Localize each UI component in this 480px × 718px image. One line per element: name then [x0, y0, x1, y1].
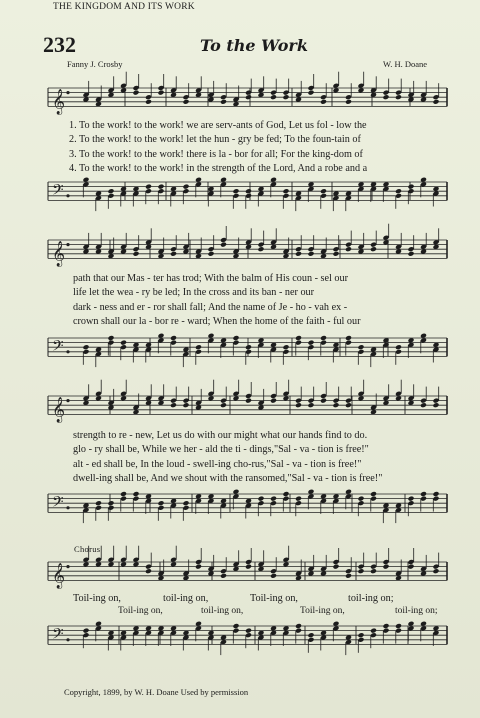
verse-3-line-1: 3. To the work! to the work! there is la - bor for all; For the king-dom of — [69, 148, 363, 160]
note-head — [245, 344, 252, 350]
note-head — [245, 188, 252, 194]
bass-clef-icon: 𝄢 — [52, 493, 64, 515]
note-head — [408, 251, 415, 257]
note-head — [233, 623, 240, 629]
verse-2-line-2: life let the wea - ry be led; In the cross and its ban - ner our — [73, 287, 315, 299]
lyrics-block-2 — [73, 272, 361, 329]
note-head — [370, 246, 377, 252]
note-head — [170, 335, 177, 341]
note-head — [245, 564, 252, 570]
note-head — [245, 94, 252, 100]
note-head — [120, 340, 127, 346]
note-head — [345, 246, 352, 252]
note-head — [333, 251, 340, 257]
note-head — [420, 402, 427, 408]
note-head — [133, 90, 140, 96]
treble-clef-icon: 𝄞 — [52, 563, 66, 589]
note-head — [195, 344, 202, 350]
note-head — [145, 184, 152, 190]
note-head — [183, 500, 190, 506]
note-head — [383, 94, 390, 100]
note-head — [395, 623, 402, 629]
verse-1-line-2: path that our Mas - ter has trod; With the balm of His coun - sel our — [73, 273, 348, 284]
key-flat-icon — [66, 194, 69, 197]
chorus-word: Toil-ing on, — [250, 593, 298, 604]
note-head — [183, 184, 190, 190]
note-head — [383, 564, 390, 570]
note-head — [295, 251, 302, 257]
verse-4-line-1: 4. To the work! to the work! in the strength of the Lord, And a robe and a — [69, 162, 368, 174]
note-head — [295, 402, 302, 408]
verse-2-line-1: 2. To the work! to the work! let the hun - gry be fed; To the foun-tain of — [69, 134, 361, 146]
bass-clef-icon: 𝄢 — [52, 625, 64, 647]
chorus-word: Toil-ing on, — [118, 606, 163, 616]
section-header: THE KINGDOM AND ITS WORK — [53, 2, 195, 12]
note-head — [83, 344, 90, 350]
note-head — [358, 496, 365, 502]
hymn-number: 232 — [43, 32, 76, 57]
note-head — [383, 623, 390, 629]
verse-2-line-3: glo - ry shall be, While we her - ald the ti - dings,"Sal - va - tion is free!" — [73, 444, 369, 456]
note-head — [308, 340, 315, 346]
treble-clef-icon: 𝄞 — [52, 397, 66, 423]
note-head — [395, 94, 402, 100]
note-head — [145, 99, 152, 105]
note-head — [133, 491, 140, 497]
words-credit: Fanny J. Crosby — [67, 59, 123, 69]
copyright-notice: Copyright, 1899, by W. H. Doane Used by permission — [64, 687, 249, 697]
note-head — [233, 335, 240, 341]
treble-clef-icon: 𝄞 — [52, 241, 66, 267]
note-head — [270, 573, 277, 579]
note-head — [133, 251, 140, 257]
note-head — [108, 188, 115, 194]
note-head — [158, 184, 165, 190]
verse-4-line-2: crown shall our la - bor re - ward; When the home of the faith - ful our — [73, 315, 361, 327]
note-head — [395, 344, 402, 350]
note-head — [270, 398, 277, 404]
note-head — [183, 402, 190, 408]
note-head — [320, 188, 327, 194]
verse-1-line-1: 1. To the work! to the work! we are serv-ants of God, Let us fol - low the — [69, 120, 367, 131]
note-head — [408, 496, 415, 502]
note-head — [108, 500, 115, 506]
note-head — [170, 251, 177, 257]
note-head — [258, 496, 265, 502]
bass-clef-icon: 𝄢 — [52, 337, 64, 359]
note-head — [108, 335, 115, 341]
chorus-word: Toil-ing on, — [73, 593, 121, 604]
note-head — [158, 90, 165, 96]
note-head — [195, 564, 202, 570]
note-head — [358, 632, 365, 638]
verse-3-line-2: dark - ness and er - ror shall fall; And the name of Je - ho - vah ex - — [73, 301, 348, 313]
bass-staff-2 — [0, 334, 480, 364]
note-head — [433, 402, 440, 408]
note-head — [220, 242, 227, 248]
note-head — [283, 344, 290, 350]
note-head — [408, 564, 415, 570]
note-head — [270, 94, 277, 100]
note-head — [283, 94, 290, 100]
bass-staff-3 — [0, 490, 480, 520]
note-head — [308, 90, 315, 96]
note-head — [308, 632, 315, 638]
key-flat-icon — [66, 565, 69, 568]
note-head — [320, 398, 327, 404]
music-credit: W. H. Doane — [383, 59, 428, 69]
note-head — [95, 500, 102, 506]
note-head — [245, 398, 252, 404]
note-head — [120, 491, 127, 497]
note-head — [333, 564, 340, 570]
key-flat-icon — [66, 91, 69, 94]
note-head — [83, 628, 90, 634]
note-head — [358, 568, 365, 574]
key-flat-icon — [66, 506, 69, 509]
chorus-word: toil-ing on; — [348, 593, 394, 604]
note-head — [258, 246, 265, 252]
note-head — [220, 402, 227, 408]
note-head — [170, 402, 177, 408]
note-head — [220, 573, 227, 579]
note-head — [370, 491, 377, 497]
chorus-word: Toil-ing on, — [300, 606, 345, 616]
note-head — [233, 188, 240, 194]
note-head — [420, 491, 427, 497]
note-head — [183, 99, 190, 105]
note-head — [270, 496, 277, 502]
chorus-line-2 — [118, 604, 458, 618]
bass-staff-4 — [0, 622, 480, 672]
verse-4-line-3: dwell-ing shall be, And we shout with the ransomed,"Sal - va - tion is free!" — [73, 472, 383, 484]
treble-clef-icon: 𝄞 — [52, 89, 66, 115]
key-flat-icon — [66, 399, 69, 402]
chorus-word: toil-ing on, — [163, 593, 209, 604]
note-head — [345, 402, 352, 408]
chorus-word: toil-ing on, — [201, 606, 244, 616]
note-head — [158, 500, 165, 506]
bass-clef-icon: 𝄢 — [52, 181, 64, 203]
note-head — [283, 491, 290, 497]
note-head — [295, 623, 302, 629]
note-head — [220, 99, 227, 105]
note-head — [345, 573, 352, 579]
key-flat-icon — [66, 638, 69, 641]
key-flat-icon — [66, 243, 69, 246]
note-head — [320, 99, 327, 105]
note-head — [208, 251, 215, 257]
verse-3-line-3: alt - ed shall be, In the loud - swell-ing cho-rus,"Sal - va - tion is free!" — [73, 458, 362, 470]
note-head — [408, 184, 415, 190]
lyrics-block-3 — [73, 429, 382, 486]
chorus-word: toil-ing on; — [395, 606, 438, 616]
note-head — [295, 335, 302, 341]
note-head — [245, 628, 252, 634]
lyrics-block-1 — [69, 119, 367, 176]
note-head — [345, 99, 352, 105]
note-head — [433, 491, 440, 497]
key-flat-icon — [66, 350, 69, 353]
note-head — [308, 251, 315, 257]
note-head — [320, 335, 327, 341]
note-head — [283, 188, 290, 194]
note-head — [295, 496, 302, 502]
note-head — [370, 628, 377, 634]
note-head — [395, 188, 402, 194]
verse-1-line-3: strength to re - new, Let us do with our might what our hands find to do. — [73, 430, 368, 441]
note-head — [345, 335, 352, 341]
note-head — [145, 568, 152, 574]
note-head — [370, 568, 377, 574]
note-head — [308, 402, 315, 408]
note-head — [433, 568, 440, 574]
note-head — [333, 402, 340, 408]
chorus-label: Chorus — [74, 544, 101, 554]
note-head — [433, 99, 440, 105]
hymn-title: To the Work — [200, 36, 308, 55]
note-head — [358, 344, 365, 350]
bass-staff-1 — [0, 178, 480, 208]
